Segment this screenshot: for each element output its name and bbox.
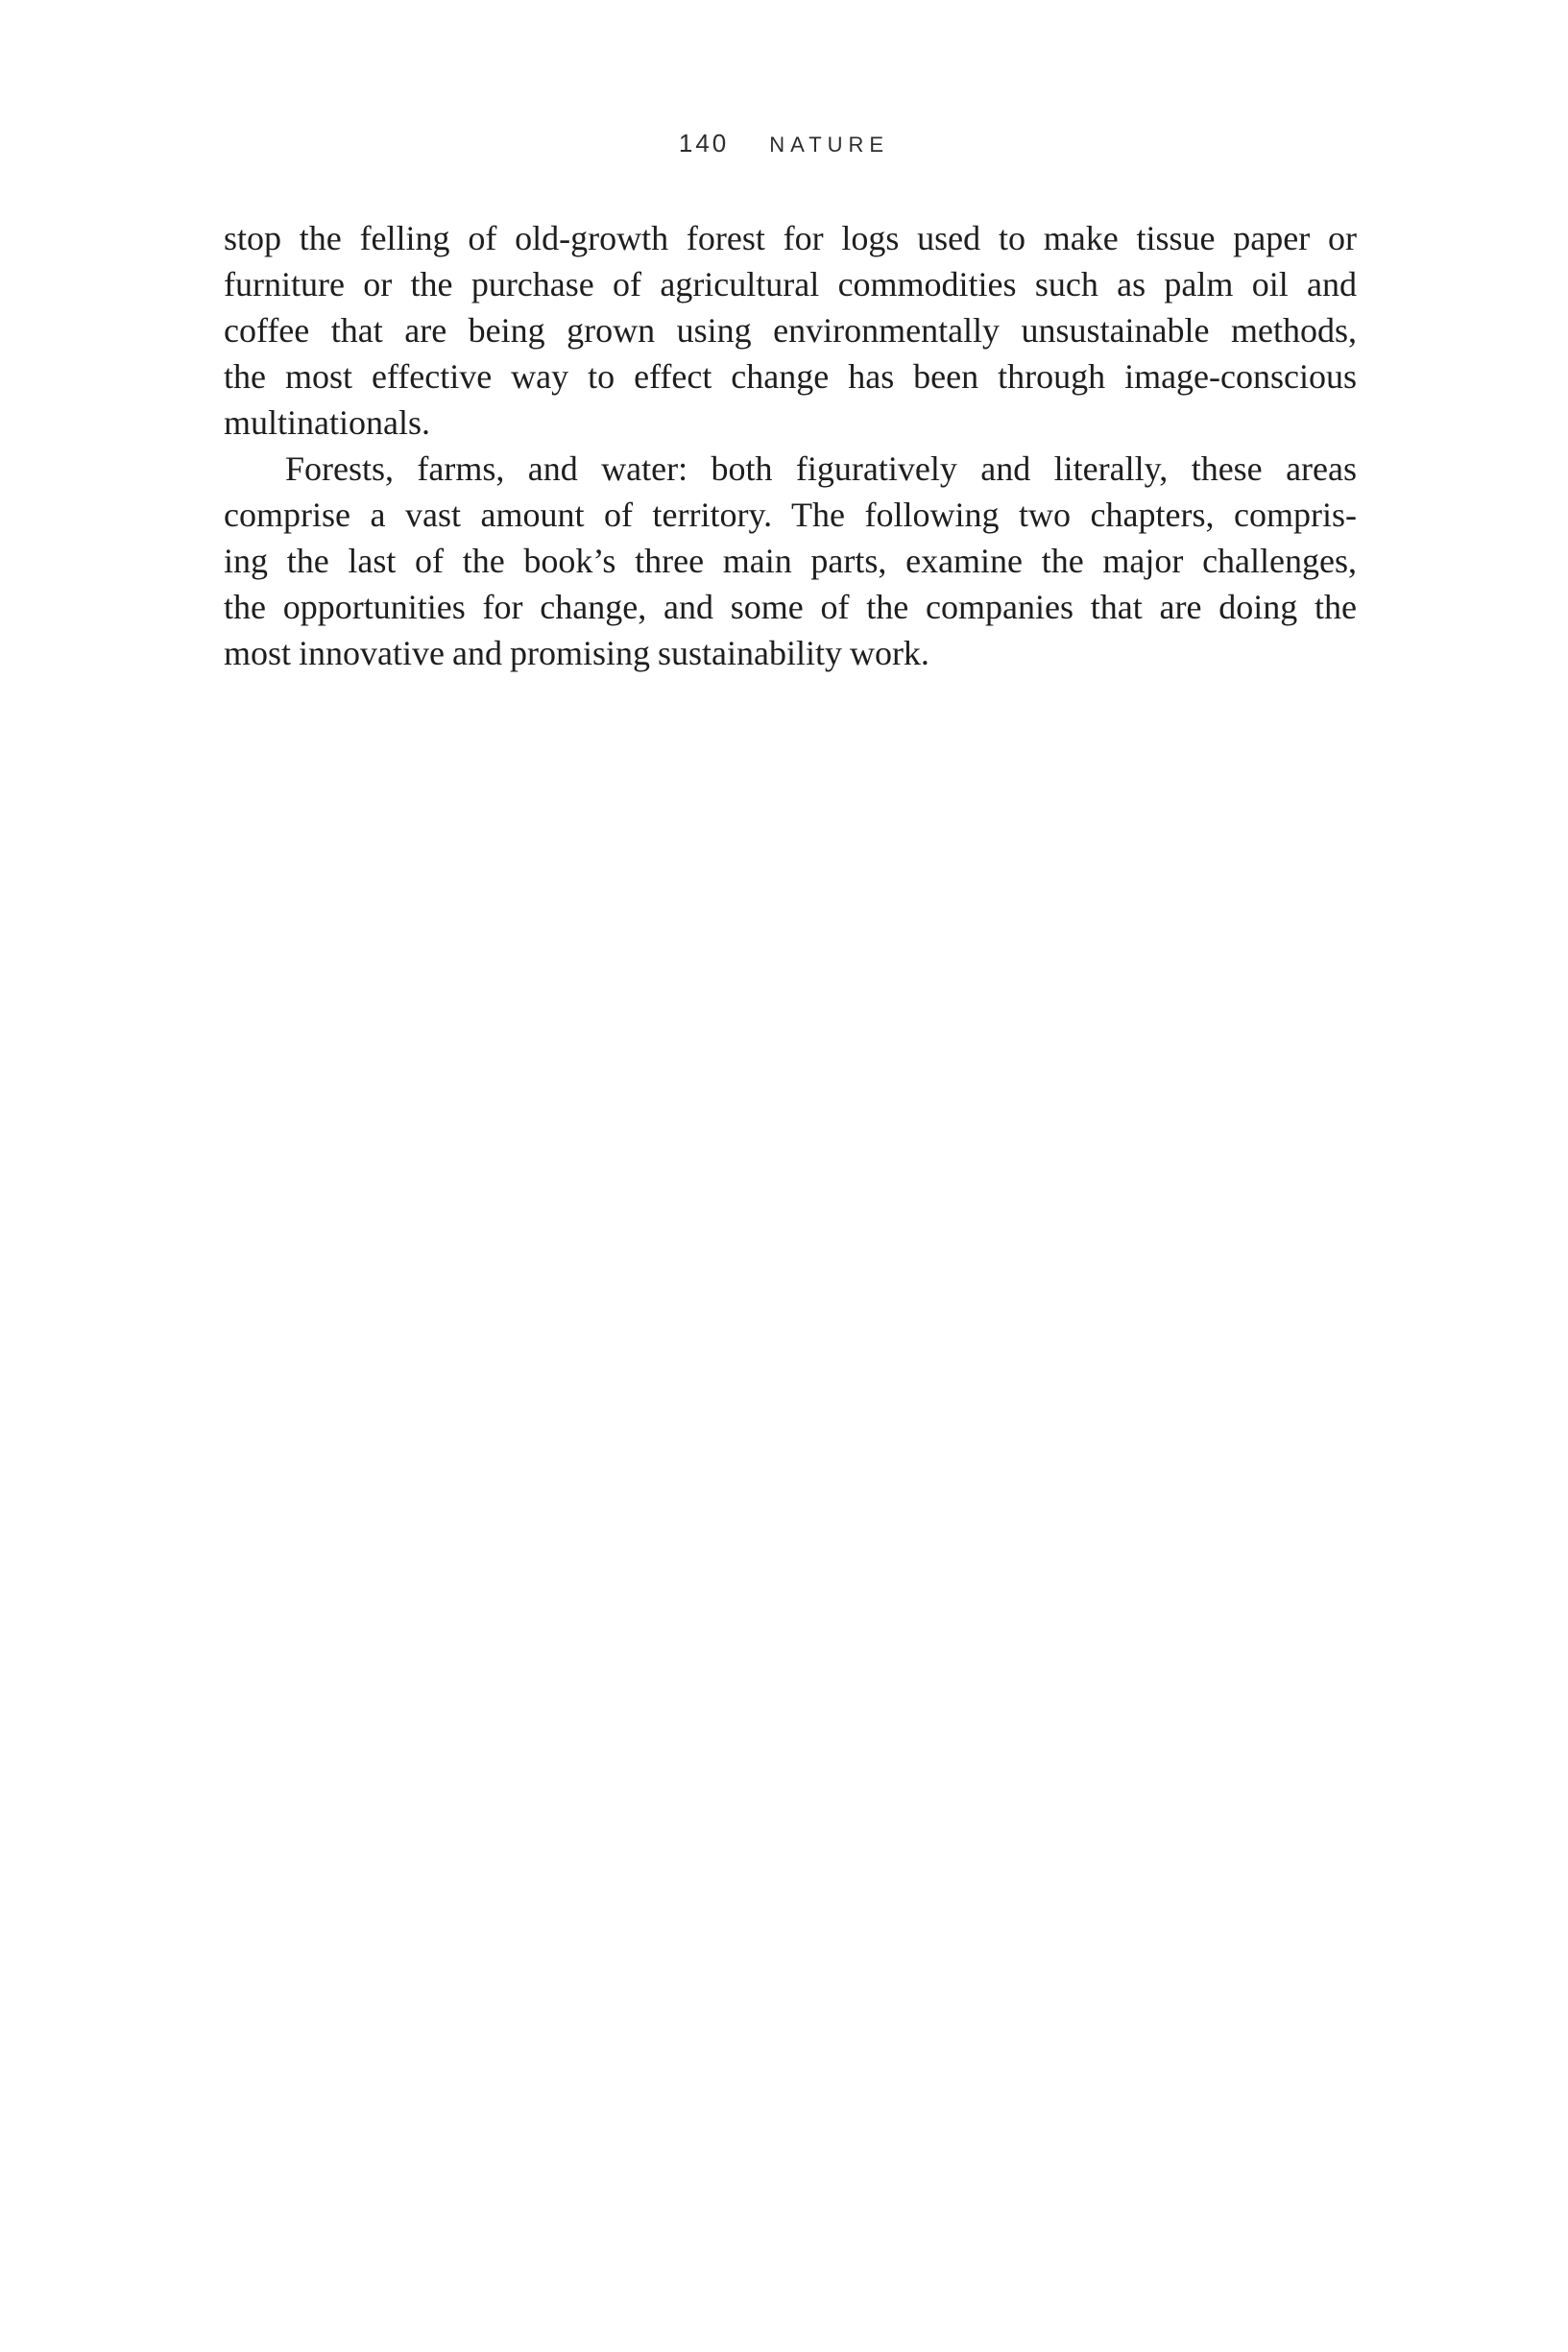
page-number: 140 xyxy=(678,129,730,158)
text-line: the opportunities for change, and some of the companies that are doing the xyxy=(224,588,1357,626)
text-line: stop the felling of old-growth forest for logs used to make tissue paper or xyxy=(224,219,1357,257)
running-header xyxy=(0,129,1568,158)
text-line: multinationals. xyxy=(224,403,430,442)
paragraph-1 xyxy=(224,215,1357,446)
paragraph-2 xyxy=(224,446,1357,676)
text-line: comprise a vast amount of territory. The following two chapters, compris- xyxy=(224,496,1357,534)
body-text xyxy=(224,215,1357,676)
text-line: coffee that are being grown using environmentally unsustainable methods, xyxy=(224,311,1357,350)
text-line: Forests, farms, and water: both figuratively and literally, these areas xyxy=(285,449,1357,488)
text-line: the most effective way to effect change has been through image-conscious xyxy=(224,357,1357,396)
running-head-title: NATURE xyxy=(769,133,890,157)
text-line: furniture or the purchase of agricultural commodities such as palm oil and xyxy=(224,265,1357,303)
text-line: most innovative and promising sustainability work. xyxy=(224,634,929,672)
text-line: ing the last of the book’s three main parts, examine the major challenges, xyxy=(224,542,1357,580)
